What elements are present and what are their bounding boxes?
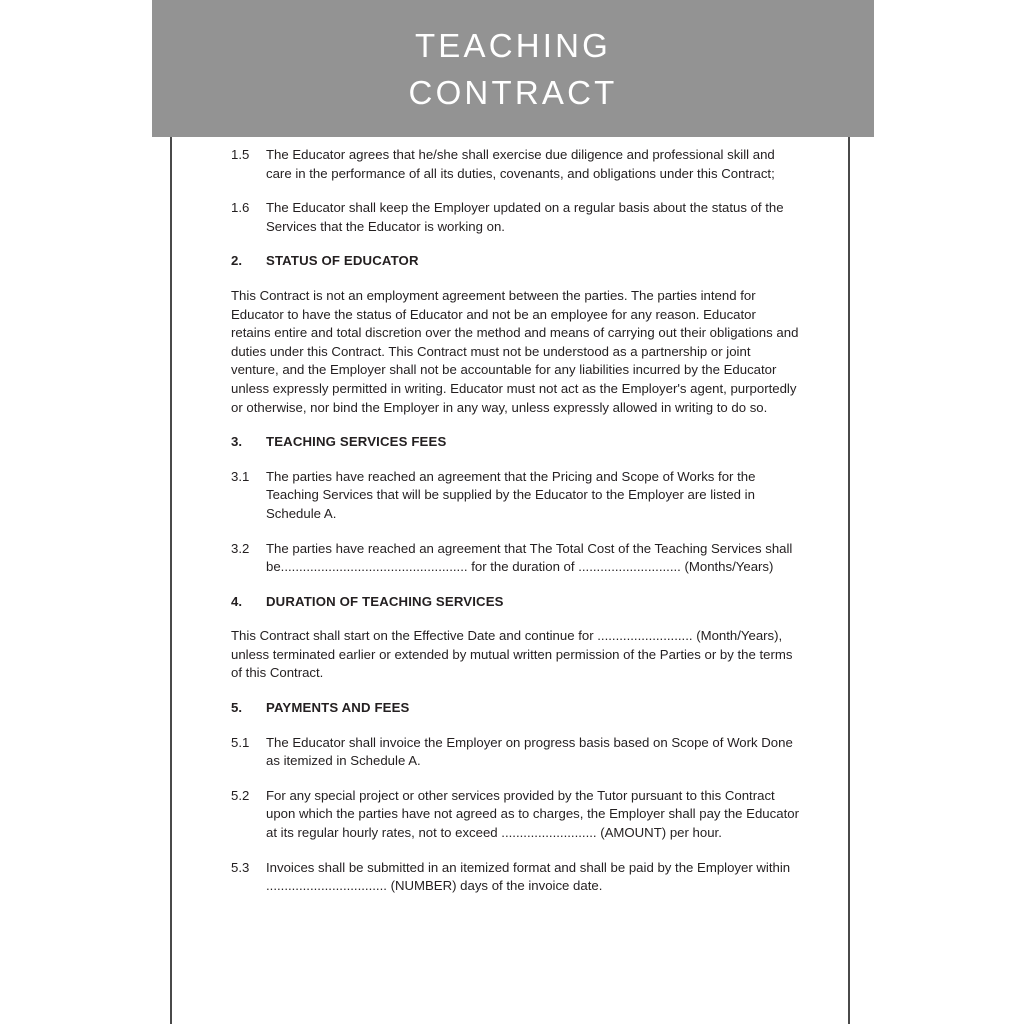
section-number: 2. [231, 253, 242, 269]
body-paragraph: This Contract shall start on the Effective Date and continue for .......................... (Month/Years), unless terminated earlier or extended by mutual written permission of the Parties or by the terms of this Contract. [231, 628, 793, 681]
section-title: TEACHING SERVICES FEES [266, 434, 447, 450]
clause-text: The Educator shall keep the Employer updated on a regular basis about the status of the Services that the Educator is working on. [266, 200, 784, 234]
clause-text: For any special project or other services provided by the Tutor pursuant to this Contract upon which the parties have not agreed as to charges, the Employer shall pay the Educator at its regular hourly rates, not to exceed .......................... (AMOUNT) per hour. [266, 787, 799, 841]
section-heading [231, 252, 799, 271]
body-paragraph: This Contract is not an employment agreement between the parties. The parties intend for Educator to have the status of Educator and not be an employee for any reason. Educator retains entire and total discretion over the method and means of carrying out their obligations and duties under this Contract. This Contract must not be understood as a partnership or joint venture, and the Employer shall not be accountable for any liabilities incurred by the Educator unless expressly permitted in writing. Educator must not act as the Employer's agent, purportedly or otherwise, nor bind the Employer in any way, unless expressly allowed in writing to do so. [231, 287, 799, 415]
section-number: 3. [231, 434, 242, 450]
section-heading [231, 699, 799, 718]
section-title: STATUS OF EDUCATOR [266, 253, 419, 269]
clause [231, 859, 799, 896]
clause-number: 1.5 [231, 147, 250, 162]
section-title: PAYMENTS AND FEES [266, 700, 410, 716]
section-title: DURATION OF TEACHING SERVICES [266, 593, 504, 609]
clause [231, 540, 799, 577]
clause [231, 199, 799, 236]
clause [231, 787, 799, 843]
clause-number: 3.1 [231, 468, 250, 484]
section-heading [231, 593, 799, 612]
clause-number: 5.3 [231, 859, 250, 875]
clause-number: 1.6 [231, 200, 250, 216]
clause-text: Invoices shall be submitted in an itemized format and shall be paid by the Employer within ................................. (NUMBER) days of the invoice date. [266, 859, 791, 894]
clause-number: 3.2 [231, 540, 250, 556]
section-heading [231, 433, 799, 452]
section-number: 4. [231, 593, 242, 609]
clause-text: The Educator agrees that he/she shall exercise due diligence and professional skill and care in the performance of all its duties, covenants, and obligations under this Contract; [266, 147, 775, 181]
clause-text: The Educator shall invoice the Employer on progress basis based on Scope of Work Done as itemized in Schedule A. [266, 734, 793, 769]
clause-number: 5.1 [231, 734, 250, 750]
clause-text: The parties have reached an agreement that the Pricing and Scope of Works for the Teaching Services that will be supplied by the Educator to the Employer are listed in Schedule A. [266, 468, 756, 521]
section-number: 5. [231, 700, 242, 716]
document-title-line-2: CONTRACT [408, 73, 618, 111]
clause [231, 734, 799, 771]
contract-body [231, 146, 799, 912]
clause-number: 5.2 [231, 787, 250, 803]
clause-text: The parties have reached an agreement that The Total Cost of the Teaching Services shall be................................................... for the duration of ............................ (Months/Years) [266, 540, 793, 575]
document-title-banner [152, 0, 874, 137]
clause [231, 146, 799, 183]
document-title-line-1: TEACHING [414, 26, 612, 64]
clause [231, 468, 799, 524]
